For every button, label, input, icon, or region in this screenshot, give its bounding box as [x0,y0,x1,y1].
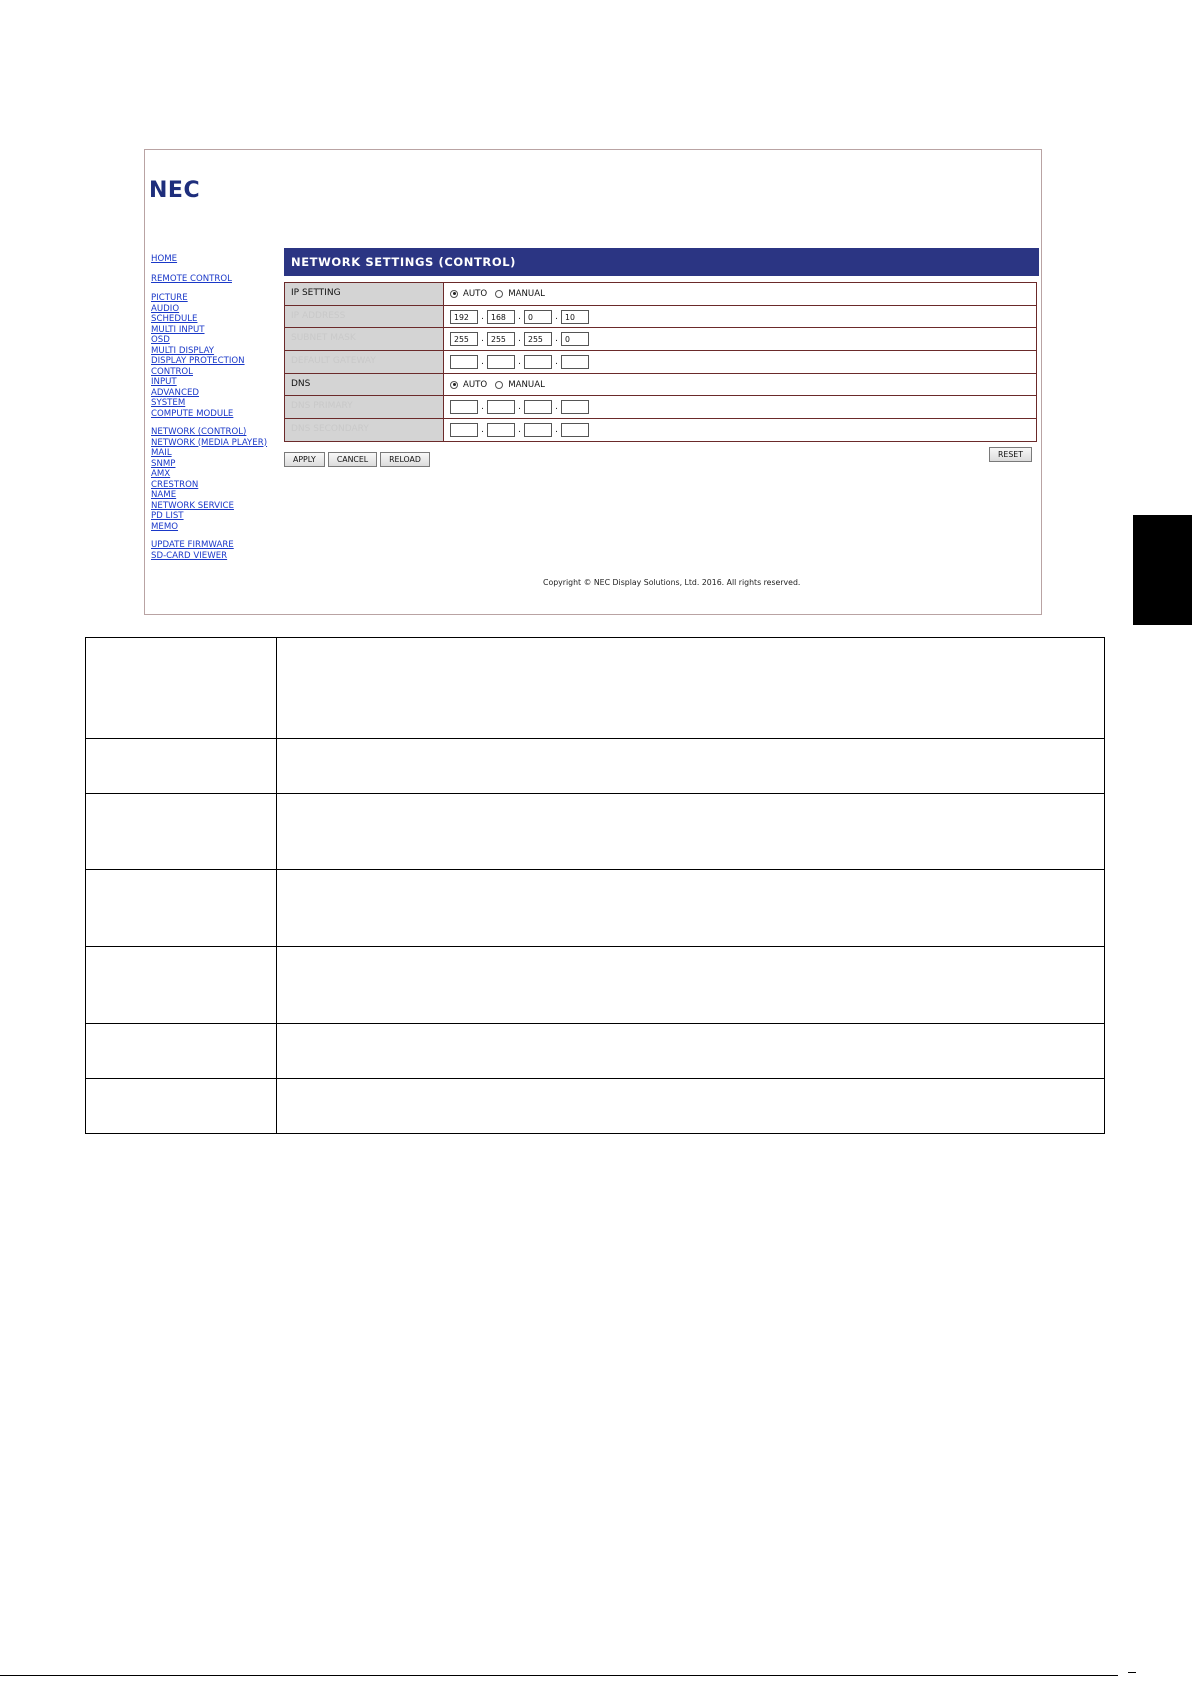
radio-empty-icon [495,381,503,389]
description-text-cell [277,739,1104,793]
radio-selected-icon [450,290,458,298]
description-text-cell [277,794,1104,869]
subnet-mask-octet-4[interactable]: 0 [561,332,589,346]
sidebar-link[interactable]: MAIL [151,448,172,458]
subnet-mask-octet-2[interactable]: 255 [487,332,515,346]
ip-manual-radio[interactable]: MANUAL [495,289,545,299]
description-row [86,1079,1104,1133]
cancel-button[interactable]: CANCEL [328,452,377,467]
dns-secondary-octet-3[interactable] [524,423,552,437]
octet-separator: . [481,356,484,367]
description-label-cell [86,870,277,946]
subnet-mask-octet-1[interactable]: 255 [450,332,478,346]
sidebar-link[interactable]: MULTI INPUT [151,324,205,335]
dns-manual-radio[interactable]: MANUAL [495,380,545,390]
section-tab [1133,515,1192,625]
description-text-cell [277,1024,1104,1078]
default-gateway-octet-1[interactable] [450,355,478,369]
default-gateway-label: DEFAULT GATEWAY [285,351,444,373]
octet-separator: . [518,424,521,435]
apply-button[interactable]: APPLY [284,452,325,467]
subnet-mask-fields [444,328,1036,350]
subnet-mask-row [285,328,1036,351]
sidebar-link[interactable]: DISPLAY PROTECTION [151,356,245,366]
sidebar-group [151,293,281,419]
dns-primary-row [285,396,1036,419]
button-bar [284,447,1039,465]
subnet-mask-label: SUBNET MASK [285,328,444,350]
description-row [86,1024,1104,1079]
dns-secondary-fields [444,419,1036,441]
sidebar-link[interactable]: ADVANCED [151,387,200,398]
dns-primary-octet-3[interactable] [524,400,552,414]
description-label-cell [86,739,277,793]
description-row [86,794,1104,870]
octet-separator: . [555,356,558,367]
dns-row [285,374,1036,397]
dns-secondary-octet-4[interactable] [561,423,589,437]
sidebar-nav [151,254,281,569]
description-text-cell [277,638,1104,738]
sidebar-group [151,427,281,532]
description-text-cell [277,1079,1104,1133]
sidebar-link[interactable]: UPDATE FIRMWARE [151,540,234,550]
default-gateway-octet-2[interactable] [487,355,515,369]
ip-setting-label: IP SETTING [285,283,444,305]
ip-address-octet-1[interactable]: 192 [450,310,478,324]
octet-separator: . [555,311,558,322]
description-row [86,739,1104,794]
dns-secondary-octet-2[interactable] [487,423,515,437]
octet-separator: . [481,402,484,413]
subnet-mask-octet-3[interactable]: 255 [524,332,552,346]
reset-button[interactable]: RESET [989,447,1032,462]
octet-separator: . [518,402,521,413]
screenshot-frame [144,149,1042,615]
sidebar-link[interactable]: PD LIST [151,511,184,521]
sidebar-link[interactable]: COMPUTE MODULE [151,408,234,419]
ip-address-label: IP ADDRESS [285,306,444,328]
octet-separator: . [555,402,558,413]
octet-separator: . [518,334,521,345]
description-label-cell [86,947,277,1023]
description-label-cell [86,794,277,869]
radio-empty-icon [495,290,503,298]
octet-separator: . [518,311,521,322]
dns-secondary-octet-1[interactable] [450,423,478,437]
ip-address-octet-4[interactable]: 10 [561,310,589,324]
dns-primary-octet-4[interactable] [561,400,589,414]
dns-label: DNS [285,374,444,396]
description-label-cell [86,638,277,738]
ip-setting-radios [444,283,1036,305]
sidebar-link[interactable]: OSD [151,335,170,345]
sidebar-group [151,540,281,561]
sidebar-link[interactable]: CRESTRON [151,479,199,490]
default-gateway-fields [444,351,1036,373]
octet-separator: . [481,311,484,322]
sidebar-link[interactable]: SD-CARD VIEWER [151,550,228,561]
reload-button[interactable]: RELOAD [380,452,430,467]
sidebar-link[interactable]: AMX [151,469,171,479]
octet-separator: . [518,356,521,367]
description-row [86,870,1104,947]
dns-primary-fields [444,396,1036,418]
octet-separator: . [555,424,558,435]
ip-address-octet-2[interactable]: 168 [487,310,515,324]
description-row [86,638,1104,739]
dns-primary-label: DNS PRIMARY [285,396,444,418]
dns-secondary-label: DNS SECONDARY [285,419,444,441]
octet-separator: . [555,334,558,345]
dns-radios [444,374,1036,396]
main-panel [284,248,1039,465]
sidebar-link[interactable]: AUDIO [151,303,180,314]
octet-separator: . [481,424,484,435]
description-row [86,947,1104,1024]
sidebar-link[interactable]: NETWORK (CONTROL) [151,427,247,437]
sidebar-link[interactable]: REMOTE CONTROL [151,273,232,284]
sidebar-group [151,254,281,284]
sidebar-link[interactable]: SYSTEM [151,398,186,408]
dns-auto-radio[interactable]: AUTO [450,380,487,390]
dns-secondary-row [285,419,1036,441]
sidebar-link[interactable]: MULTI DISPLAY [151,345,215,356]
sidebar-link[interactable]: HOME [151,254,178,264]
nec-logo: NEC [149,178,201,203]
ip-address-octet-3[interactable]: 0 [524,310,552,324]
footer-rule [0,1675,1118,1676]
sidebar-link[interactable]: MEMO [151,521,179,532]
ip-auto-radio[interactable]: AUTO [450,289,487,299]
sidebar-link[interactable]: NETWORK SERVICE [151,500,234,511]
default-gateway-octet-3[interactable] [524,355,552,369]
dns-primary-octet-2[interactable] [487,400,515,414]
description-label-cell [86,1079,277,1133]
footer-mark [1128,1672,1136,1673]
ip-setting-row [285,283,1036,306]
sidebar-link[interactable]: SCHEDULE [151,314,198,324]
description-text-cell [277,947,1104,1023]
description-table [85,637,1105,1134]
sidebar-link[interactable]: CONTROL [151,366,193,377]
description-text-cell [277,870,1104,946]
settings-table [284,282,1037,442]
copyright-text: Copyright © NEC Display Solutions, Ltd. 2016. All rights reserved. [543,578,801,587]
default-gateway-row [285,351,1036,374]
page-title: NETWORK SETTINGS (CONTROL) [284,248,1039,276]
dns-primary-octet-1[interactable] [450,400,478,414]
sidebar-link[interactable]: PICTURE [151,293,188,303]
sidebar-link[interactable]: INPUT [151,377,177,387]
description-label-cell [86,1024,277,1078]
sidebar-link[interactable]: NAME [151,490,177,500]
default-gateway-octet-4[interactable] [561,355,589,369]
radio-selected-icon [450,381,458,389]
ip-address-row [285,306,1036,329]
sidebar-link[interactable]: SNMP [151,458,176,469]
ip-address-fields [444,306,1036,328]
octet-separator: . [481,334,484,345]
sidebar-link[interactable]: NETWORK (MEDIA PLAYER) [151,437,268,448]
